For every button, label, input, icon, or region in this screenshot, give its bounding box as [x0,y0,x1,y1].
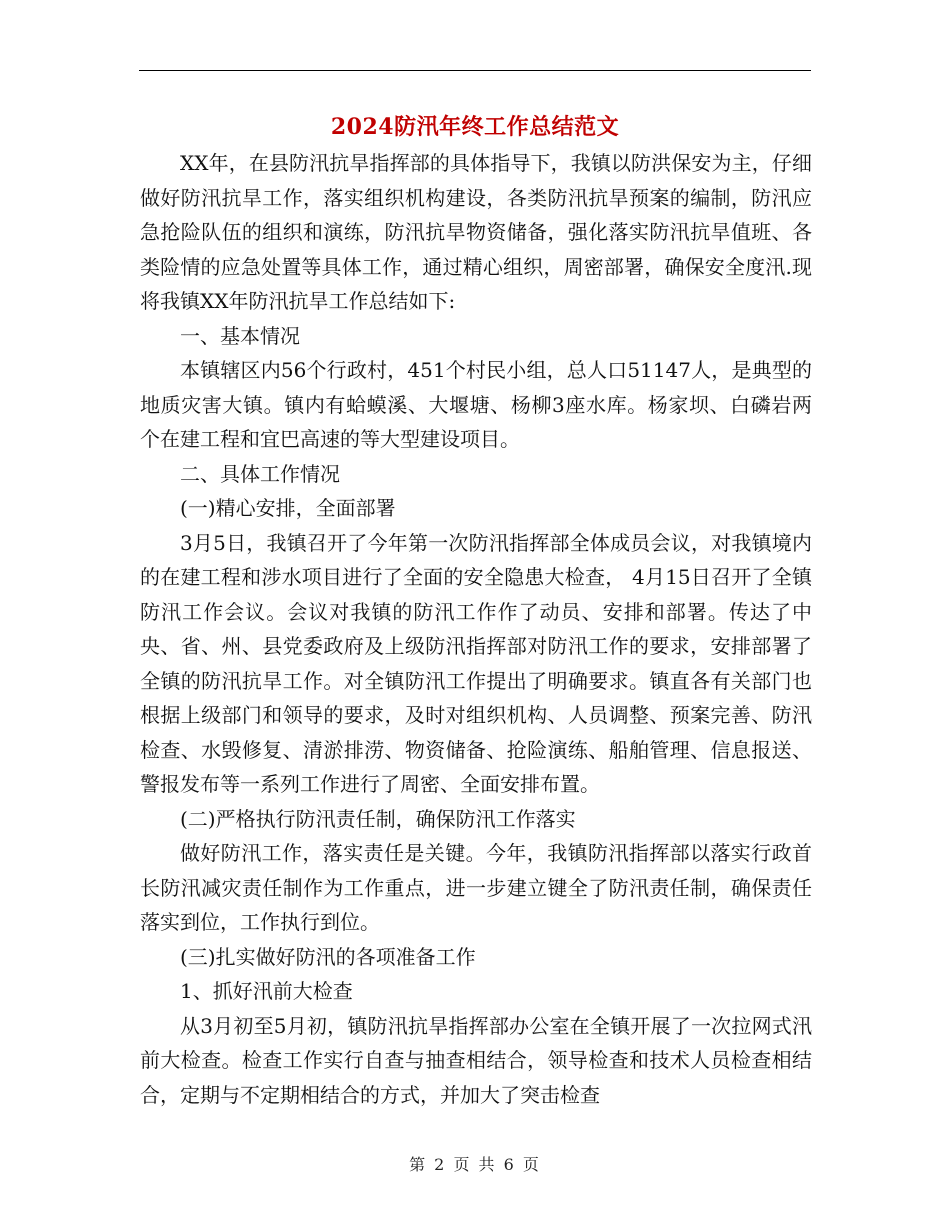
deployment-paragraph: 3月5日，我镇召开了今年第一次防汛指挥部全体成员会议，对我镇境内的在建工程和涉水项目进行了全面的安全隐患大检查， 4月15日召开了全镇防汛工作会议。会议对我镇的防汛工作作了动员、安排和部署。传达了中央、省、州、县党委政府及上级防汛指挥部对防汛工作的要求，安排部署了全镇的防汛抗旱工作。对全镇防汛工作提出了明确要求。镇直各有关部门也根据上级部门和领导的要求，及时对组织机构、人员调整、预案完善、防汛检查、水毁修复、清淤排涝、物资储备、抢险演练、船舶管理、信息报送、警报发布等一系列工作进行了周密、全面安排布置。 [140,530,812,796]
subsection-heading-3: (三)扎实做好防汛的各项准备工作 [180,944,476,969]
header-rule [139,70,811,71]
item-heading-1: 1、抓好汛前大检查 [180,979,353,1003]
basic-info-paragraph: 本镇辖区内56个行政村，451个村民小组，总人口51147人，是典型的地质灾害大镇。镇内有蛤蟆溪、大堰塘、杨柳3座水库。杨家坝、白磷岩两个在建工程和宜巴高速的等大型建设项目。 [140,358,812,451]
intro-paragraph: XX年，在县防汛抗旱指挥部的具体指导下，我镇以防洪保安为主，仔细做好防汛抗旱工作，落实组织机构建设，各类防汛抗旱预案的编制，防汛应急抢险队伍的组织和演练，防汛抗旱物资储备，强化落实防汛抗旱值班、各类险情的应急处置等具体工作，通过精心组织，周密部署，确保安全度汛.现将我镇XX年防汛抗旱工作总结如下: [140,151,812,313]
responsibility-paragraph: 做好防汛工作，落实责任是关键。今年，我镇防汛指挥部以落实行政首长防汛减灾责任制作为工作重点，进一步建立键全了防汛责任制，确保责任落实到位，工作执行到位。 [140,841,812,934]
section-heading-basic: 一、基本情况 [180,323,300,348]
document-title: 2024防汛年终工作总结范文 [330,114,620,140]
page-number: 第 2 页 共 6 页 [409,1155,541,1174]
subsection-heading-2: (二)严格执行防汛责任制，确保防汛工作落实 [180,806,576,831]
document-body [140,146,812,1112]
section-heading-work: 二、具体工作情况 [180,461,340,486]
inspection-paragraph: 从3月初至5月初，镇防汛抗旱指挥部办公室在全镇开展了一次拉网式汛前大检查。检查工作实行自查与抽查相结合，领导检查和技术人员检查相结合，定期与不定期相结合的方式，并加大了突击检查 [140,1013,812,1107]
subsection-heading-1: (一)精心安排，全面部署 [180,496,396,520]
